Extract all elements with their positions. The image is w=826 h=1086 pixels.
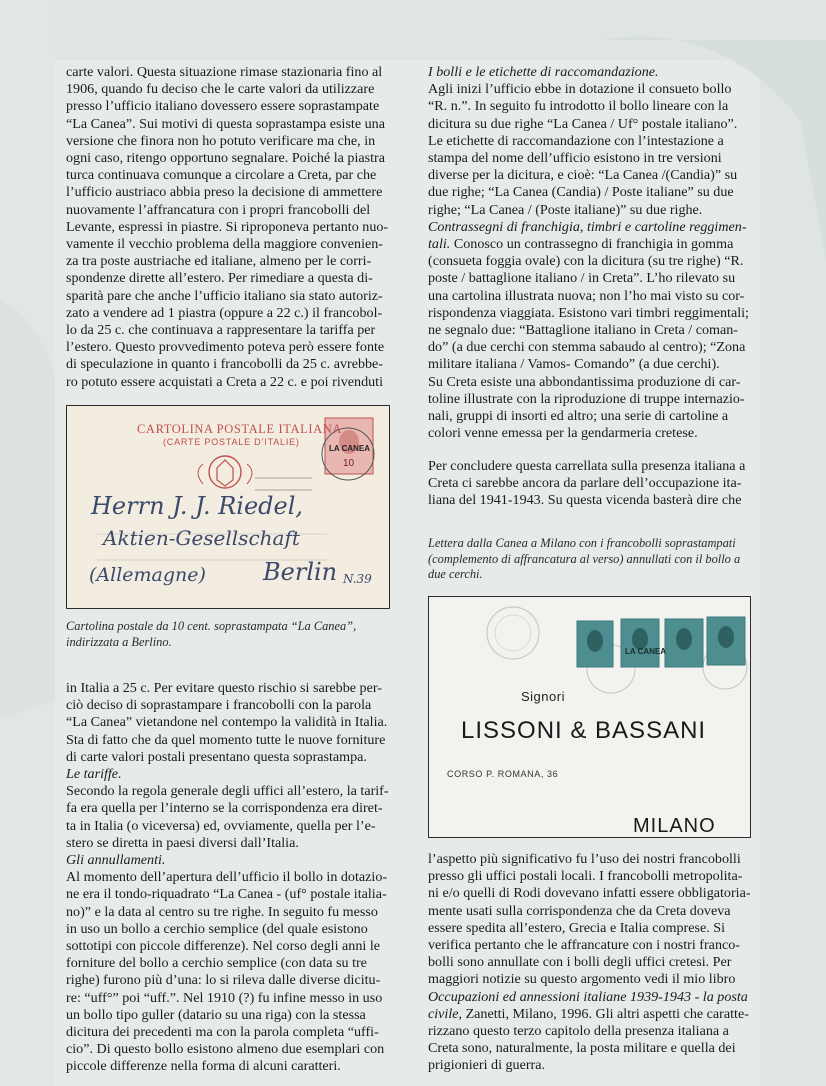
text-line: maggiori notizie su questo argomento vedi il mio libro bbox=[428, 971, 736, 988]
text-line: no)” e la data al centro su tre righe. In seguito fu messo bbox=[66, 903, 378, 920]
letter-city: MILANO bbox=[633, 815, 716, 837]
text-line: vamente il vecchio problema della maggiore convenien- bbox=[66, 236, 383, 253]
text-line: spondenze dirette all’estero. Per rimediare a questa di- bbox=[66, 270, 373, 287]
text-line: Secondo la regola generale degli uffici all’estero, la tarif- bbox=[66, 783, 389, 800]
left-column-top bbox=[66, 64, 392, 391]
caption-postcard bbox=[66, 619, 396, 650]
postcard-subtitle: (CARTE POSTALE D’ITALIE) bbox=[163, 437, 300, 447]
text-line: sottotipi con piccole differenze). Nel corso degli anni le bbox=[66, 938, 380, 955]
text-line: Agli inizi l’ufficio ebbe in dotazione il consueto bollo bbox=[428, 81, 732, 98]
text-line: militare italiana / Vamos- Comando” (a due cerchi). bbox=[428, 356, 720, 373]
text-line: due cerchi. bbox=[428, 567, 483, 582]
postcard-address-city: Berlin bbox=[263, 558, 338, 586]
text-line: un bollo tipo guller (datario su una riga) con la stessa bbox=[66, 1006, 366, 1023]
text-line: dicitura dei precedenti ma con la parola completa “uffi- bbox=[66, 1024, 379, 1041]
text-line: ro potuto essere acquistati a Creta a 22 c. e poi rivenduti bbox=[66, 373, 384, 390]
text-line: forniture del bollo a cerchio semplice (con data su tre bbox=[66, 955, 367, 972]
text-line: dicitura su due righe “La Canea / Uf° postale italiano”. bbox=[428, 115, 738, 132]
text-line: Occupazioni ed annessioni italiane 1939-1943 - la posta bbox=[428, 988, 748, 1005]
right-column-mid bbox=[428, 458, 754, 510]
letter-addressee: LISSONI & BASSANI bbox=[461, 717, 707, 744]
text-line: ta in Italia (o viceversa) ed, ovviamente, quella per l’e- bbox=[66, 817, 376, 834]
caption-letter bbox=[428, 536, 758, 583]
text-line: (complemento di affrancatura al verso) annullati con il bollo a bbox=[428, 551, 741, 566]
text-line: Le tariffe. bbox=[66, 766, 122, 783]
text-line: prigionieri di guerra. bbox=[428, 1057, 546, 1074]
text-line: ogni caso, ritengo opportuno segnalare. Poiché la piastra bbox=[66, 150, 385, 167]
text-line: bolli sono annullate con i bolli degli uffici cretesi. Per bbox=[428, 954, 732, 971]
text-line: Levante, espressi in piastre. Si riproponeva pertanto nuo- bbox=[66, 218, 389, 235]
text-line: Al momento dell’apertura dell’ufficio il bollo in dotazio- bbox=[66, 869, 388, 886]
text-line: fa era quella per l’interno se la corrispondenza era diret- bbox=[66, 800, 383, 817]
text-line: lo da 25 c. che continuava a rappresentare la tariffa per bbox=[66, 322, 376, 339]
text-line: “La Canea” vietandone nel contempo la validità in Italia. bbox=[66, 714, 388, 731]
postcard-stamp-value: 10 bbox=[343, 458, 355, 469]
text-line: carte valori. Questa situazione rimase stazionaria fino al bbox=[66, 64, 383, 80]
text-line: Su Creta esiste una abbondantissima produzione di car- bbox=[428, 373, 741, 390]
text-line: l’estero. Questo provvedimento poteva però essere fonte bbox=[66, 339, 385, 356]
text-line: do” (a due cerchi con stemma sabaudo al centro); “Zona bbox=[428, 339, 746, 356]
text-line: zato a vendere ad 1 piastra (oppure a 22 c.) il francobol- bbox=[66, 304, 383, 321]
letter-salutation: Signori bbox=[521, 689, 565, 704]
text-line: Creta ci sarebbe ancora da parlare dell’occupazione ita- bbox=[428, 475, 742, 492]
text-line: (consueta foggia ovale) con la dicitura (su tre righe) “R. bbox=[428, 253, 744, 270]
text-line: rizzano questo terzo capitolo della presenza italiana a bbox=[428, 1023, 729, 1040]
text-line: presso l’ufficio italiano dovessero essere soprastampate bbox=[66, 98, 380, 115]
text-line: colori venne emessa per la gendarmeria cretese. bbox=[428, 425, 698, 442]
postcard-stamp-overprint: LA CANEA bbox=[329, 444, 371, 453]
text-line: turca continuava comunque a circolare a Creta, par che bbox=[66, 167, 377, 184]
text-line: diverse per la dicitura, e cioè: “La Canea /(Candia)” su bbox=[428, 167, 738, 184]
text-line: cio”. Di questo bollo esistono almeno due esemplari con bbox=[66, 1041, 385, 1058]
text-line: 1906, quando fu deciso che le carte valori da utilizzare bbox=[66, 81, 375, 98]
postcard-figure bbox=[66, 405, 390, 609]
text-line: ne era il tondo-riquadrato “La Canea - (uf° postale italia- bbox=[66, 886, 387, 903]
text-line: I bolli e le etichette di raccomandazione. bbox=[428, 64, 659, 80]
text-line: l’aspetto più significativo fu l’uso dei nostri francobolli bbox=[428, 851, 741, 867]
text-line: ni e/o quelli di Rodi dovevano infatti essere obbligatoria- bbox=[428, 885, 751, 902]
text-line: toline illustrate con la riproduzione di truppe internazio- bbox=[428, 390, 745, 407]
text-line: Sta di fatto che da quel momento tutte le nuove forniture bbox=[66, 731, 386, 748]
text-line: essere spedita all’estero, Grecia e Italia comprese. Si bbox=[428, 919, 726, 936]
text-line: versione che finora non ho potuto verificare ma che, in bbox=[66, 132, 376, 149]
text-line: piccole differenze nella forma di alcuni caratteri. bbox=[66, 1058, 341, 1075]
text-line: re: “uff°” poi “uff.”. Nel 1910 (?) fu infine messo in uso bbox=[66, 989, 383, 1006]
right-column-bottom bbox=[428, 851, 754, 1075]
text-line: tali. Conosco un contrassegno di franchigia in gomma bbox=[428, 236, 734, 253]
text-line: una cartolina illustrata nuova; non l’ho mai visto su cor- bbox=[428, 287, 745, 304]
right-column-top bbox=[428, 64, 754, 442]
text-line: ciò deciso di soprastampare i francobolli con la parola bbox=[66, 697, 372, 714]
text-line: Contrassegni di franchigia, timbri e cartoline reggimen- bbox=[428, 218, 747, 235]
left-column-bottom bbox=[66, 680, 390, 1076]
text-line: di carte valori postali presentano questa soprastampa. bbox=[66, 748, 367, 765]
text-line: righe) furono più d’una: lo si rileva dalle diverse dicitu- bbox=[66, 972, 381, 989]
text-line: l’ufficio austriaco abbia preso la decisione di ammettere bbox=[66, 184, 383, 201]
text-line: “R. n.”. In seguito fu introdotto il bollo lineare con la bbox=[428, 98, 729, 115]
text-line: “La Canea”. Sui motivi di questa soprastampa esiste una bbox=[66, 115, 385, 132]
text-line: verifica pertanto che le affrancature con i nostri franco- bbox=[428, 937, 740, 954]
text-line: indirizzata a Berlino. bbox=[66, 634, 172, 649]
text-line: rispondenza viaggiata. Esistono vari timbri reggimentali; bbox=[428, 304, 749, 321]
text-line: poste / battaglione italiano / in Creta”. L’ho rilevato su bbox=[428, 270, 736, 287]
text-line: stampa del nome dell’ufficio esistono in tre versioni bbox=[428, 150, 722, 167]
text-line: Gli annullamenti. bbox=[66, 852, 166, 869]
text-line: Creta sono, naturalmente, la posta militare e quella dei bbox=[428, 1040, 736, 1057]
postcard-address-line3: (Allemagne) bbox=[89, 564, 206, 586]
text-line: Le etichette di raccomandazione con l’intestazione a bbox=[428, 132, 724, 149]
text-line: Lettera dalla Canea a Milano con i francobolli soprastampati bbox=[428, 536, 736, 550]
text-line: mente usati sulla corrispondenza che da Creta doveva bbox=[428, 902, 731, 919]
text-line: due righe; “La Canea (Candia) / Poste italiane” su due bbox=[428, 184, 734, 201]
text-line: Per concludere questa carrellata sulla presenza italiana a bbox=[428, 458, 746, 474]
postcard-address-line1: Herrn J. J. Riedel, bbox=[91, 492, 304, 520]
text-line: ne segnalo due: “Battaglione italiano in Creta / coman- bbox=[428, 322, 738, 339]
letter-stamp-overprint: LA CANEA bbox=[625, 647, 667, 656]
text-line: nali, gruppi di insorti ed altro; una serie di cartoline a bbox=[428, 408, 729, 425]
text-line: stero se diretta in paesi diversi dall’Italia. bbox=[66, 834, 299, 851]
text-line: di speculazione in quanto i francobolli da 25 c. avrebbe- bbox=[66, 356, 383, 373]
text-line: nuovamente l’affrancatura con i propri francobolli del bbox=[66, 201, 371, 218]
postcard-address-n: N.39 bbox=[343, 572, 372, 586]
text-line: in Italia a 25 c. Per evitare questo rischio si sarebbe per- bbox=[66, 680, 382, 696]
text-line: za tra poste austriache ed italiane, almeno per le corri- bbox=[66, 253, 372, 270]
postcard-address-line2: Aktien-Gesellschaft bbox=[103, 526, 300, 550]
letter-figure bbox=[428, 596, 751, 838]
text-line: righe; “La Canea / (Poste italiane)” su due righe. bbox=[428, 201, 703, 218]
text-line: in uso un bollo a cerchio semplice (del quale esistono bbox=[66, 920, 368, 937]
text-line: sparità pare che anche l’ufficio italiano sia stato autoriz- bbox=[66, 287, 383, 304]
text-line: civile, Zanetti, Milano, 1996. Gli altri aspetti che caratte- bbox=[428, 1005, 749, 1022]
postcard-title: CARTOLINA POSTALE ITALIANA bbox=[137, 422, 342, 436]
text-line: liana del 1941-1943. Su questa vicenda basterà dire che bbox=[428, 492, 742, 509]
text-line: Cartolina postale da 10 cent. soprastampata “La Canea”, bbox=[66, 619, 357, 633]
text-line: presso gli uffici postali locali. I francobolli metropolita- bbox=[428, 868, 743, 885]
letter-street: CORSO P. ROMANA, 36 bbox=[447, 769, 559, 779]
